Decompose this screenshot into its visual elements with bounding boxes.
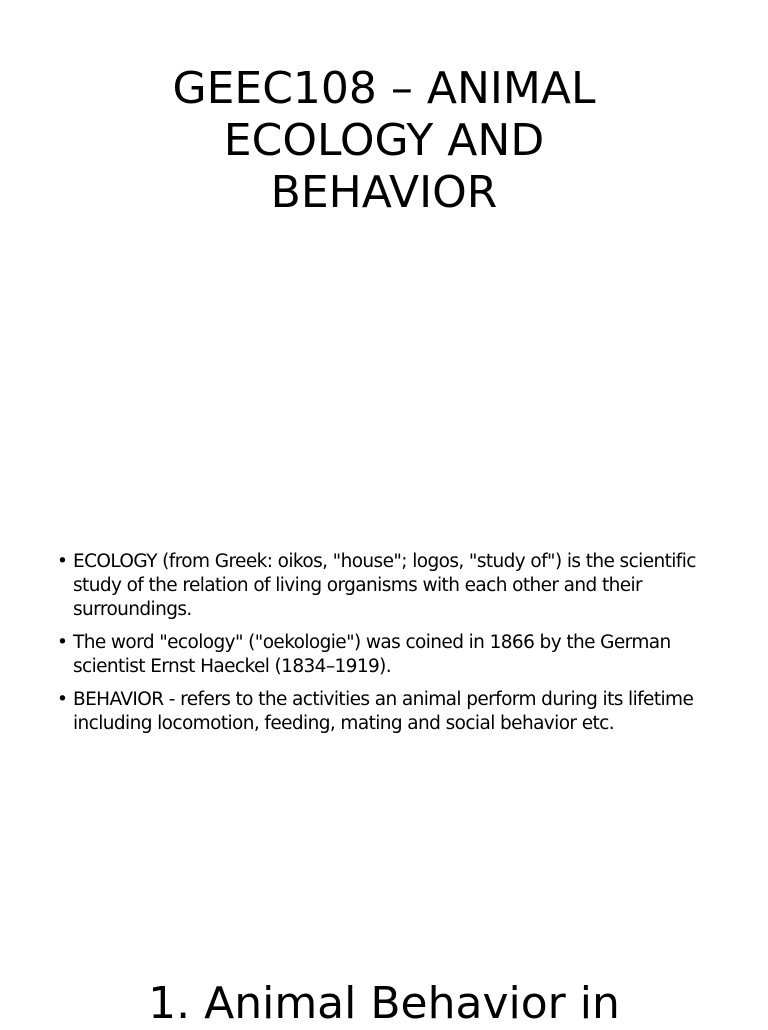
bullet-icon: •: [57, 632, 68, 653]
slide-title-line: ECOLOGY AND: [223, 115, 545, 166]
bullet-list: [57, 550, 737, 745]
bullet-item: [57, 631, 737, 679]
slide-title: [84, 63, 684, 219]
next-slide-title: 1. Animal Behavior in: [148, 978, 620, 1029]
bullet-text: ECOLOGY (from Greek: oikos, "house"; logos, "study of") is the scientific study of the relation of living organisms with each other and their surroundings.: [73, 551, 696, 620]
slide-title-line: GEEC108 – ANIMAL: [172, 63, 596, 114]
bullet-icon: •: [57, 551, 68, 572]
bullet-icon: •: [57, 689, 68, 710]
bullet-item: [57, 688, 737, 736]
slide-title-line: BEHAVIOR: [270, 167, 498, 218]
bullet-item: [57, 550, 737, 622]
bullet-text: BEHAVIOR - refers to the activities an animal perform during its lifetime including locomotion, feeding, mating and social behavior etc.: [73, 689, 694, 734]
bullet-text: The word "ecology" ("oekologie") was coined in 1866 by the German scientist Ernst Haeckel (1834–1919).: [73, 632, 671, 677]
